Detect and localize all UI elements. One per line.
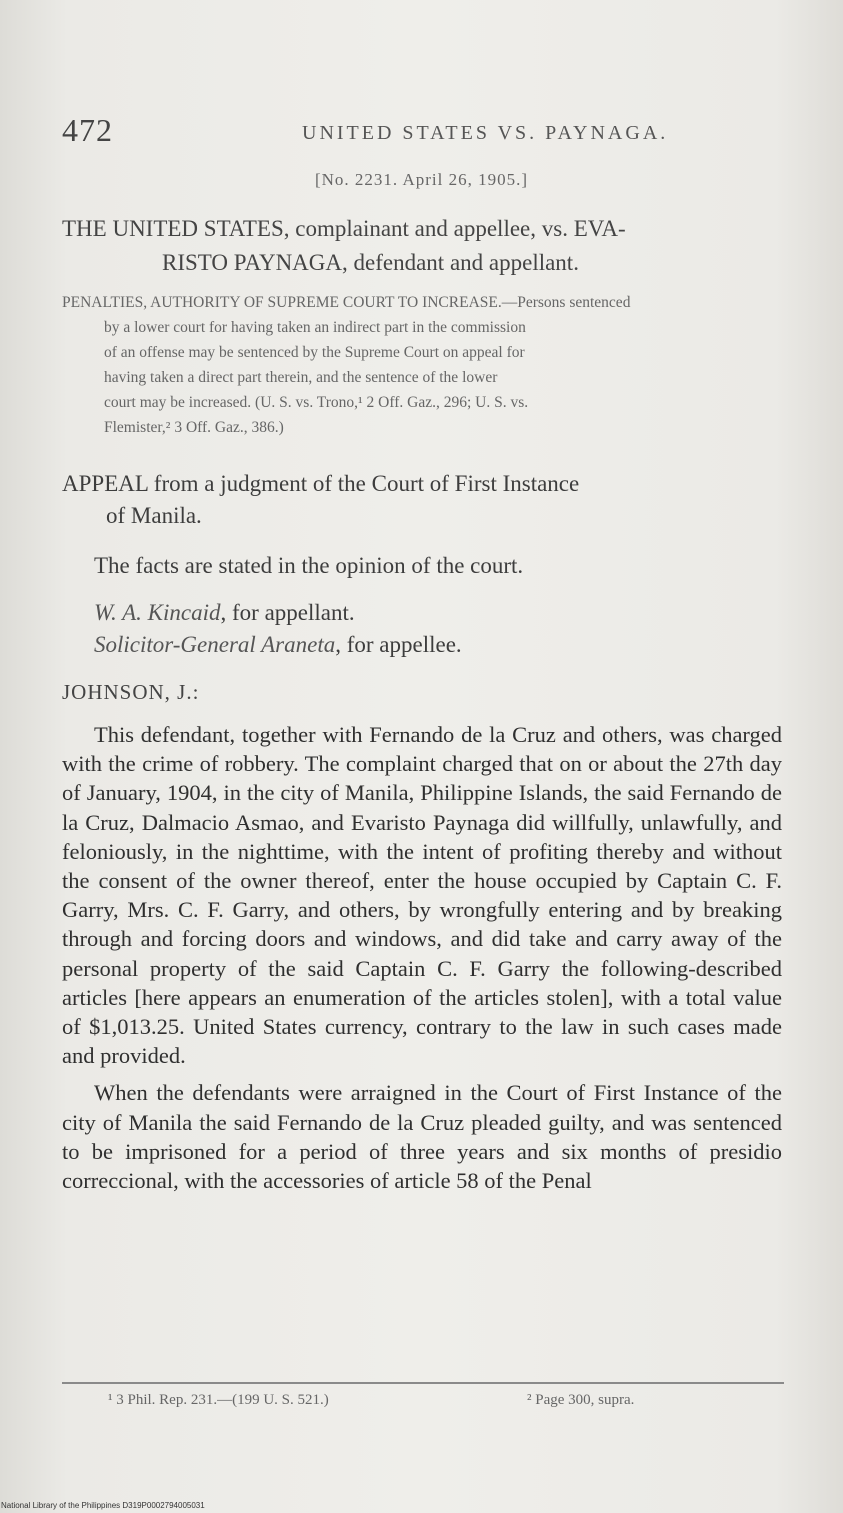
appellant-counsel-name: W. A. Kincaid (94, 600, 221, 625)
appellee-counsel (94, 629, 784, 661)
appeal-line2: of Manila. (106, 503, 202, 528)
opinion-paragraph: When the defendants were arraigned in the Court of First Instance of the city of Manila the said Fernando de la Cruz pleaded guilty, and was sentenced to be imprisoned for a period of three years and six months of presidio correccional, with the accessories of article 58 of the Penal (62, 1080, 782, 1194)
syllabus-line: Flemister,² 3 Off. Gaz., 386.) (104, 419, 284, 436)
appellant-counsel (94, 597, 784, 629)
case-title-line2: RISTO PAYNAGA, defendant and appellant. (162, 250, 579, 275)
appellee-counsel-name: Solicitor-General Araneta (94, 632, 336, 657)
syllabus-heading: PENALTIES, AUTHORITY OF SUPREME COURT TO INCREASE.— (62, 294, 518, 311)
page-header (62, 112, 782, 162)
counsel-block (94, 597, 784, 661)
opinion-author: JOHNSON, J.: (62, 680, 200, 704)
case-title-line1: THE UNITED STATES, complainant and appellee, vs. EVA- (62, 216, 626, 241)
opinion-paragraph: This defendant, together with Fernando de la Cruz and others, was charged with the crime of robbery. The complaint charged that on or about the 27th day of January, 1904, in the city of Manila, Philippine Islands, the said Fernando de la Cruz, Dalmacio Asmao, and Evaristo Paynaga did willfully, unlawfully, and feloniously, in the nighttime, with the intent of profiting thereby and without the consent of the owner thereof, enter the house occupied by Captain C. F. Garry, Mrs. C. F. Garry, and others, by wrongfully entering and by breaking through and forcing doors and windows, and did take and carry away of the personal property of the said Captain C. F. Garry the following-described articles [here appears an enumeration of the articles stolen], with a total value of $1,013.25. United States currency, contrary to the law in such cases made and provided. (62, 722, 782, 1069)
appellant-counsel-role: , for appellant. (220, 600, 355, 625)
scan-credit: National Library of the Philippines D319P0002794005031 (1, 1501, 205, 1510)
syllabus-line: of an offense may be sentenced by the Supreme Court on appeal for (104, 344, 525, 361)
appeal-line1: APPEAL from a judgment of the Court of First Instance (62, 471, 580, 496)
footnote-2: ² Page 300, supra. (527, 1392, 635, 1408)
syllabus (62, 290, 787, 440)
appeal-statement (62, 468, 787, 532)
running-head: UNITED STATES VS. PAYNAGA. (302, 122, 669, 144)
syllabus-line: by a lower court for having taken an indirect part in the commission (104, 319, 526, 336)
facts-statement: The facts are stated in the opinion of the court. (94, 553, 524, 578)
footnote-1: ¹ 3 Phil. Rep. 231.—(199 U. S. 521.) (108, 1392, 329, 1408)
page-number: 472 (62, 112, 113, 148)
syllabus-line: having taken a direct part therein, and the sentence of the lower (104, 369, 498, 386)
footnote-divider (62, 1382, 784, 1384)
syllabus-text-first: Persons sentenced (517, 294, 631, 311)
syllabus-line: court may be increased. (U. S. vs. Trono,¹ 2 Off. Gaz., 296; U. S. vs. (104, 394, 529, 411)
case-number: [No. 2231. April 26, 1905.] (314, 170, 529, 189)
case-title (62, 212, 787, 280)
opinion-body (62, 720, 782, 1203)
appellee-counsel-role: , for appellee. (335, 632, 462, 657)
